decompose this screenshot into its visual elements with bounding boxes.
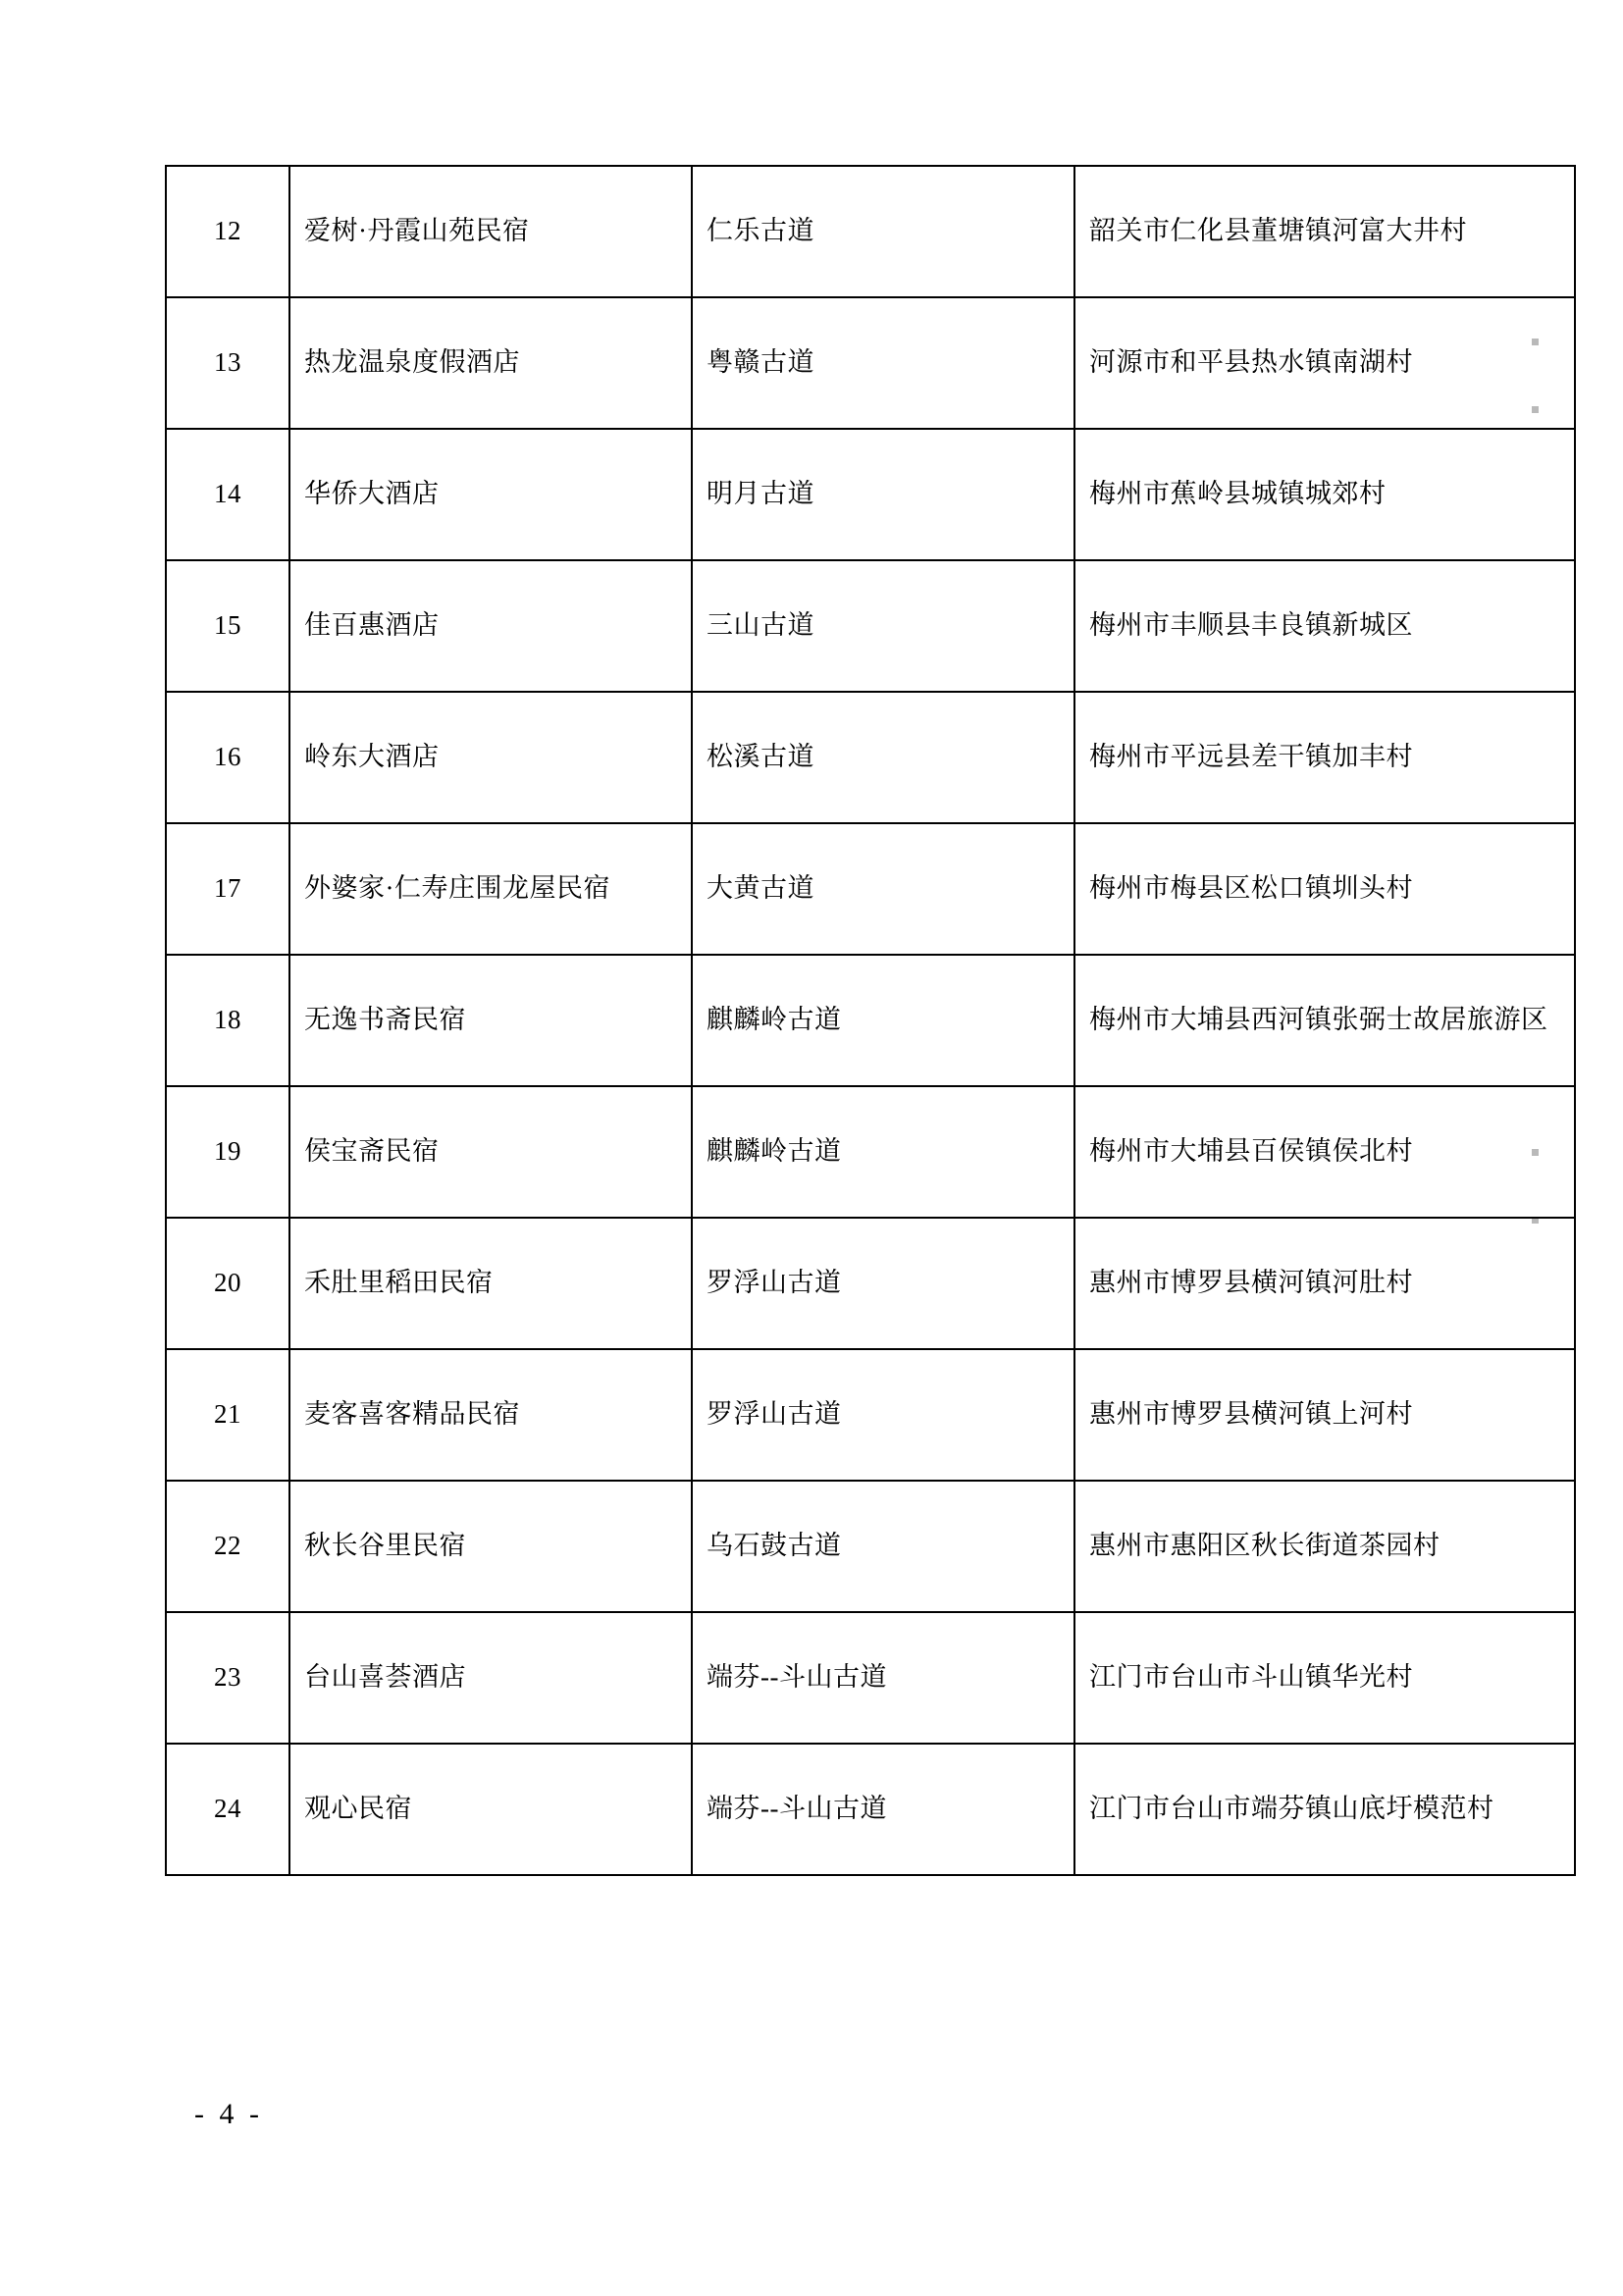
row-name: 秋长谷里民宿 bbox=[289, 1481, 692, 1612]
row-route: 明月古道 bbox=[692, 429, 1074, 560]
row-address: 梅州市大埔县百侯镇侯北村 bbox=[1074, 1086, 1575, 1218]
row-name: 热龙温泉度假酒店 bbox=[289, 297, 692, 429]
row-route: 仁乐古道 bbox=[692, 166, 1074, 297]
table-row bbox=[166, 166, 1575, 297]
row-route: 罗浮山古道 bbox=[692, 1218, 1074, 1349]
table-row bbox=[166, 1349, 1575, 1481]
row-address: 梅州市梅县区松口镇圳头村 bbox=[1074, 823, 1575, 955]
row-index: 17 bbox=[166, 823, 289, 955]
row-index: 21 bbox=[166, 1349, 289, 1481]
row-address: 梅州市平远县差干镇加丰村 bbox=[1074, 692, 1575, 823]
row-route: 麒麟岭古道 bbox=[692, 1086, 1074, 1218]
row-name: 佳百惠酒店 bbox=[289, 560, 692, 692]
table-row bbox=[166, 1086, 1575, 1218]
table-row bbox=[166, 297, 1575, 429]
table-row bbox=[166, 823, 1575, 955]
row-index: 23 bbox=[166, 1612, 289, 1744]
row-index: 12 bbox=[166, 166, 289, 297]
row-name: 台山喜荟酒店 bbox=[289, 1612, 692, 1744]
row-address: 江门市台山市斗山镇华光村 bbox=[1074, 1612, 1575, 1744]
row-address: 河源市和平县热水镇南湖村 bbox=[1074, 297, 1575, 429]
row-route: 端芬--斗山古道 bbox=[692, 1744, 1074, 1875]
row-route: 粤赣古道 bbox=[692, 297, 1074, 429]
table-row bbox=[166, 1481, 1575, 1612]
row-index: 13 bbox=[166, 297, 289, 429]
row-index: 24 bbox=[166, 1744, 289, 1875]
row-address: 韶关市仁化县董塘镇河富大井村 bbox=[1074, 166, 1575, 297]
row-index: 22 bbox=[166, 1481, 289, 1612]
row-address: 梅州市蕉岭县城镇城郊村 bbox=[1074, 429, 1575, 560]
table-row bbox=[166, 1218, 1575, 1349]
row-route: 三山古道 bbox=[692, 560, 1074, 692]
row-name: 爱树·丹霞山苑民宿 bbox=[289, 166, 692, 297]
row-name: 华侨大酒店 bbox=[289, 429, 692, 560]
row-index: 16 bbox=[166, 692, 289, 823]
table-row bbox=[166, 1612, 1575, 1744]
row-route: 大黄古道 bbox=[692, 823, 1074, 955]
row-route: 松溪古道 bbox=[692, 692, 1074, 823]
table-row bbox=[166, 429, 1575, 560]
homestay-table-container bbox=[165, 165, 1548, 1876]
row-name: 侯宝斋民宿 bbox=[289, 1086, 692, 1218]
row-index: 20 bbox=[166, 1218, 289, 1349]
row-address: 惠州市博罗县横河镇河肚村 bbox=[1074, 1218, 1575, 1349]
table-row bbox=[166, 692, 1575, 823]
row-name: 外婆家·仁寿庄围龙屋民宿 bbox=[289, 823, 692, 955]
row-route: 麒麟岭古道 bbox=[692, 955, 1074, 1086]
page-footer bbox=[0, 2098, 1623, 2131]
row-route: 罗浮山古道 bbox=[692, 1349, 1074, 1481]
row-index: 18 bbox=[166, 955, 289, 1086]
homestay-table bbox=[165, 165, 1576, 1876]
row-index: 15 bbox=[166, 560, 289, 692]
row-name: 麦客喜客精品民宿 bbox=[289, 1349, 692, 1481]
row-address: 惠州市博罗县横河镇上河村 bbox=[1074, 1349, 1575, 1481]
row-address: 惠州市惠阳区秋长街道茶园村 bbox=[1074, 1481, 1575, 1612]
row-route: 端芬--斗山古道 bbox=[692, 1612, 1074, 1744]
table-row bbox=[166, 560, 1575, 692]
row-name: 无逸书斋民宿 bbox=[289, 955, 692, 1086]
row-name: 禾肚里稻田民宿 bbox=[289, 1218, 692, 1349]
row-address: 梅州市大埔县西河镇张弼士故居旅游区 bbox=[1074, 955, 1575, 1086]
table-row bbox=[166, 1744, 1575, 1875]
row-name: 观心民宿 bbox=[289, 1744, 692, 1875]
page-number: - 4 - bbox=[194, 2098, 263, 2130]
row-index: 19 bbox=[166, 1086, 289, 1218]
table-row bbox=[166, 955, 1575, 1086]
row-route: 乌石鼓古道 bbox=[692, 1481, 1074, 1612]
row-address: 梅州市丰顺县丰良镇新城区 bbox=[1074, 560, 1575, 692]
row-index: 14 bbox=[166, 429, 289, 560]
row-address: 江门市台山市端芬镇山底圩模范村 bbox=[1074, 1744, 1575, 1875]
row-name: 岭东大酒店 bbox=[289, 692, 692, 823]
